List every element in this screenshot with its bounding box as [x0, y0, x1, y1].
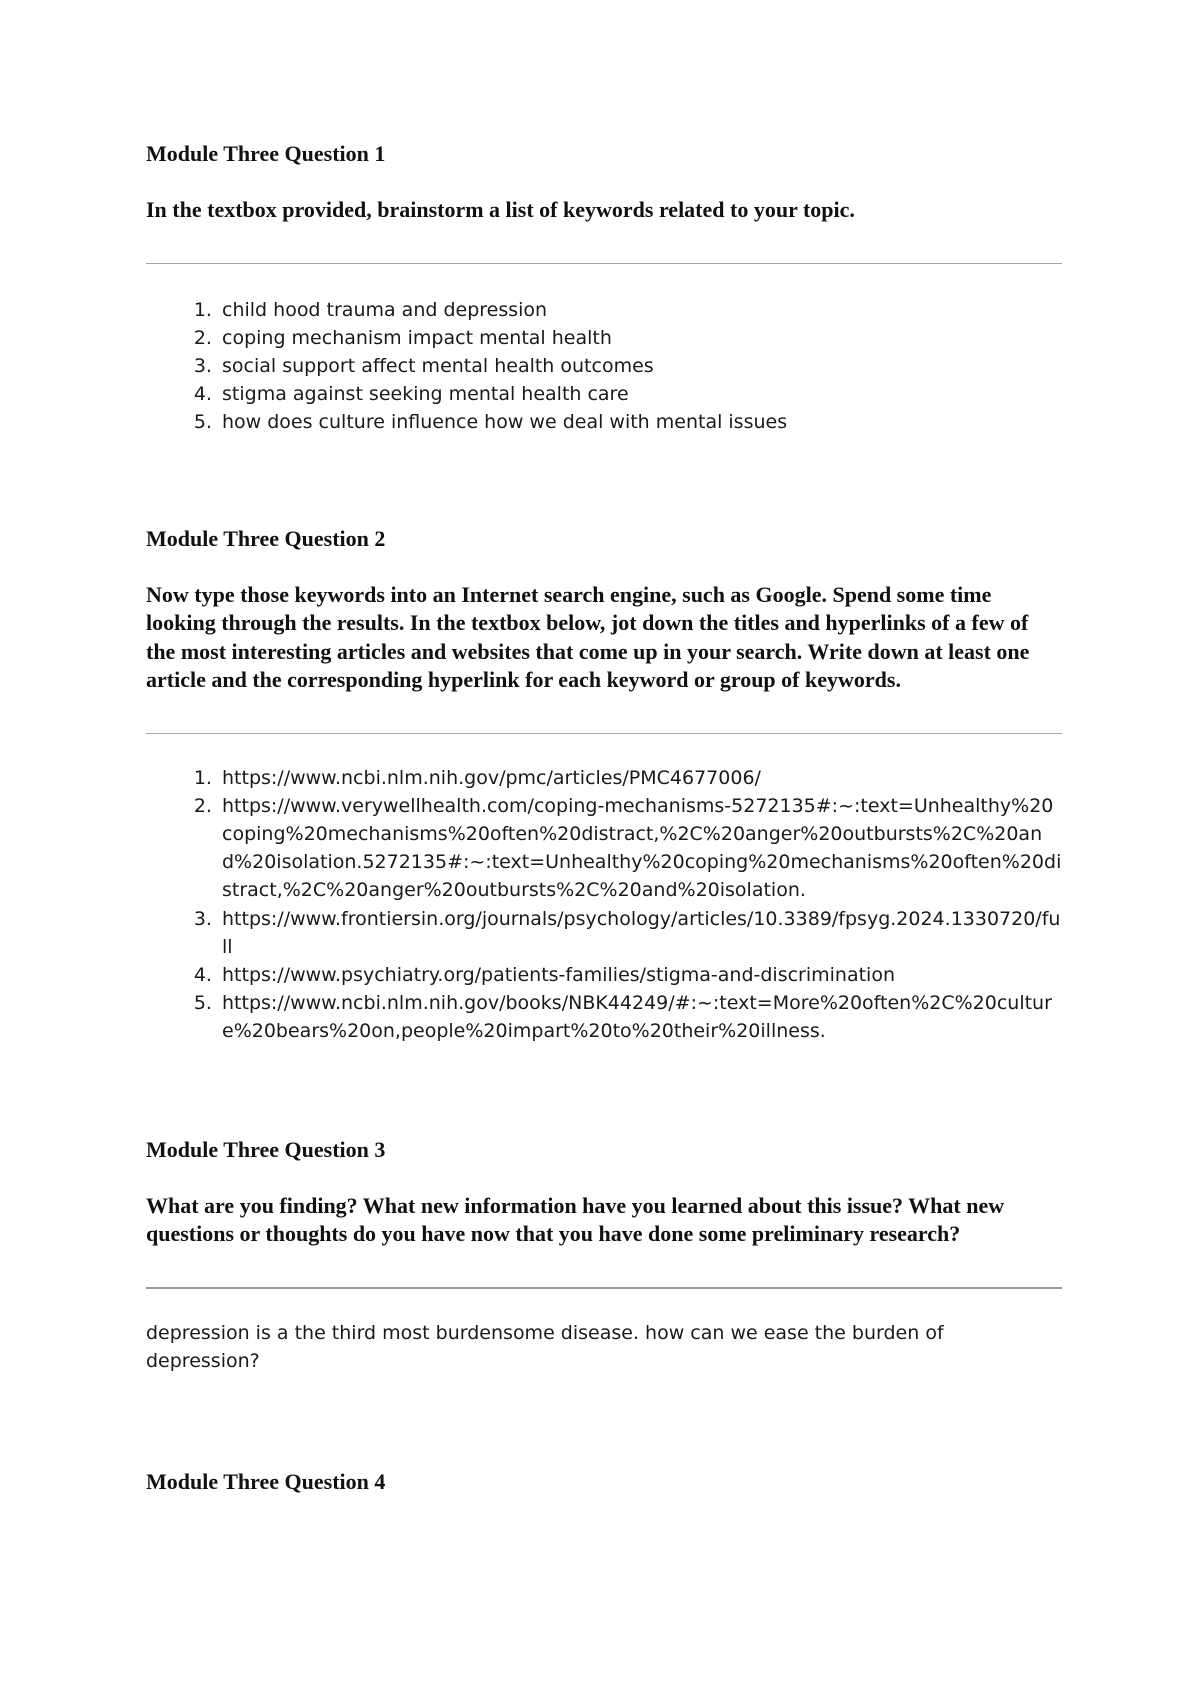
- link-item[interactable]: 1. https://www.ncbi.nlm.nih.gov/pmc/articles/PMC4677006/: [218, 764, 1062, 792]
- question-2-link-list: [146, 764, 1062, 1046]
- list-item: 2. coping mechanism impact mental health: [218, 324, 1062, 352]
- answer-divider: [146, 263, 1062, 264]
- question-4-section: [146, 1468, 1062, 1496]
- list-item: 4. stigma against seeking mental health care: [218, 380, 1062, 408]
- question-1-prompt: In the textbox provided, brainstorm a list of keywords related to your topic.: [146, 197, 855, 222]
- question-4-heading: Module Three Question 4: [146, 1468, 386, 1494]
- answer-divider: [146, 733, 1062, 734]
- link-item[interactable]: 4. https://www.psychiatry.org/patients-families/stigma-and-discrimination: [218, 961, 1062, 989]
- question-1-section: [146, 140, 1062, 437]
- question-1-answer-list: [146, 296, 1062, 437]
- list-item: 5. how does culture influence how we deal with mental issues: [218, 408, 1062, 436]
- list-item: 1. child hood trauma and depression: [218, 296, 1062, 324]
- link-item[interactable]: 2. https://www.verywellhealth.com/coping-mechanisms-5272135#:~:text=Unhealthy%20coping%20mechanisms%20often%20distract,%2C%20anger%20outbursts%2C%20and%20isolation.5272135#:~:text=Unhealthy%20coping%20mechanisms%20often%20distract,%2C%20anger%20outbursts%2C%20and%20isolation.: [218, 792, 1062, 905]
- document-page: [146, 140, 1062, 1496]
- question-2-prompt: Now type those keywords into an Internet search engine, such as Google. Spend some time looking through the results. In the textbox below, jot down the titles and hyperlinks of a few of the most interesting articles and websites that come up in your search. Write down at least one article and the corresponding hyperlink for each keyword or group of keywords.: [146, 581, 1030, 693]
- answer-divider: [146, 1287, 1062, 1289]
- question-3-prompt: What are you finding? What new information have you learned about this issue? What new questions or thoughts do you have now that you have done some preliminary research?: [146, 1192, 1005, 1247]
- question-3-answer: depression is a the third most burdensome disease. how can we ease the burden of depression?: [146, 1321, 944, 1373]
- question-2-heading: Module Three Question 2: [146, 525, 386, 551]
- question-3-section: [146, 1136, 1062, 1376]
- list-item: 3. social support affect mental health outcomes: [218, 352, 1062, 380]
- link-item[interactable]: 3. https://www.frontiersin.org/journals/psychology/articles/10.3389/fpsyg.2024.1330720/full: [218, 905, 1062, 961]
- question-3-heading: Module Three Question 3: [146, 1136, 386, 1162]
- question-2-section: [146, 525, 1062, 1046]
- question-1-heading: Module Three Question 1: [146, 141, 386, 166]
- link-item[interactable]: 5. https://www.ncbi.nlm.nih.gov/books/NBK44249/#:~:text=More%20often%2C%20culture%20bears%20on,people%20impart%20to%20their%20illness.: [218, 989, 1062, 1045]
